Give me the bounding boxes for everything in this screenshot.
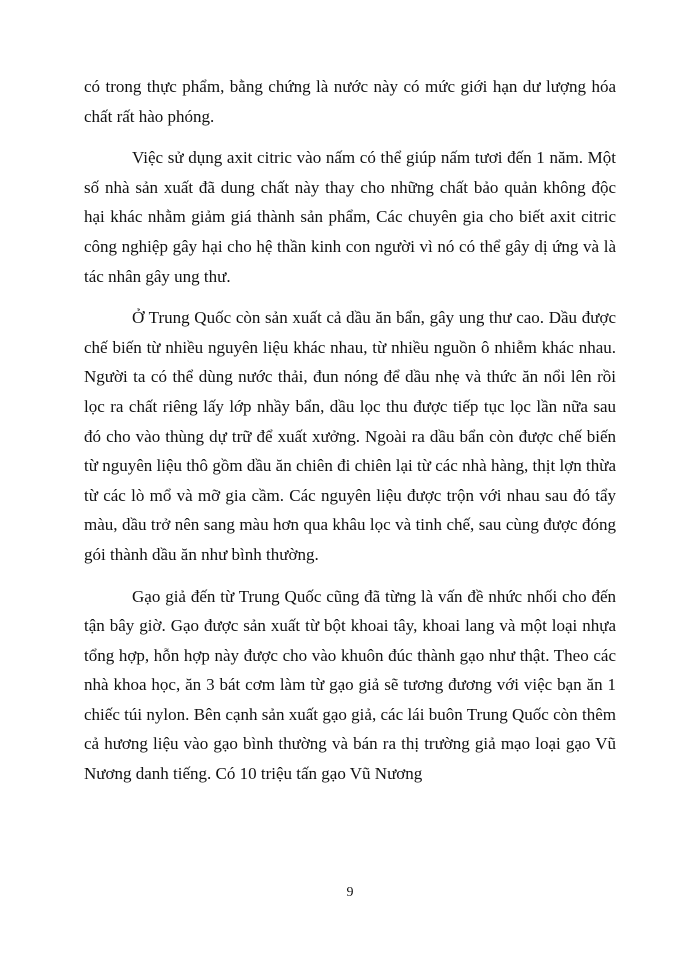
paragraph-4: Gạo giả đến từ Trung Quốc cũng đã từng là vấn đề nhức nhối cho đến tận bây giờ. Gạo được sản xuất từ bột khoai tây, khoai lang và một loại nhựa tổng hợp, hỗn hợp này được cho vào khuôn đúc thành gạo như thật. Theo các nhà khoa học, ăn 3 bát cơm làm từ gạo giả sẽ tương đương với việc bạn ăn 1 chiếc túi nylon. Bên cạnh sản xuất gạo giả, các lái buôn Trung Quốc còn thêm cả hương liệu vào gạo bình thường và bán ra thị trường giả mạo loại gạo Vũ Nương danh tiếng. Có 10 triệu tấn gạo Vũ Nương <box>84 586 616 784</box>
page-body <box>84 72 616 801</box>
page-number: 9 <box>346 885 354 900</box>
paragraph-1: có trong thực phẩm, bằng chứng là nước này có mức giới hạn dư lượng hóa chất rất hào phóng. <box>84 77 616 126</box>
paragraph-2: Việc sử dụng axit citric vào nấm có thể giúp nấm tươi đến 1 năm. Một số nhà sản xuất đã dung chất này thay cho những chất bảo quản không độc hại khác nhằm giảm giá thành sản phẩm, Các chuyên gia cho biết axit citric công nghiệp gây hại cho hệ thần kinh con người vì nó có thể gây dị ứng và là tác nhân gây ung thư. <box>84 148 616 286</box>
paragraph-3: Ở Trung Quốc còn sản xuất cả dầu ăn bẩn, gây ung thư cao. Dầu được chế biến từ nhiều nguyên liệu khác nhau, từ nhiều nguồn ô nhiễm khác nhau. Người ta có thể dùng nước thải, đun nóng để dầu nhẹ và thức ăn nổi lên rồi lọc ra chất riêng lấy lớp nhầy bẩn, dầu lọc thu được tiếp tục lọc lần nữa sau đó cho vào thùng dự trữ để xuất xưởng. Ngoài ra dầu bẩn còn được chế biến từ nguyên liệu thô gồm dầu ăn chiên đi chiên lại từ các nhà hàng, thịt lợn thừa từ các lò mổ và mỡ gia cầm. Các nguyên liệu được trộn với nhau sau đó tẩy màu, dầu trở nên sang màu hơn qua khâu lọc và tinh chế, sau cùng được đóng gói thành dầu ăn như bình thường. <box>84 308 616 564</box>
